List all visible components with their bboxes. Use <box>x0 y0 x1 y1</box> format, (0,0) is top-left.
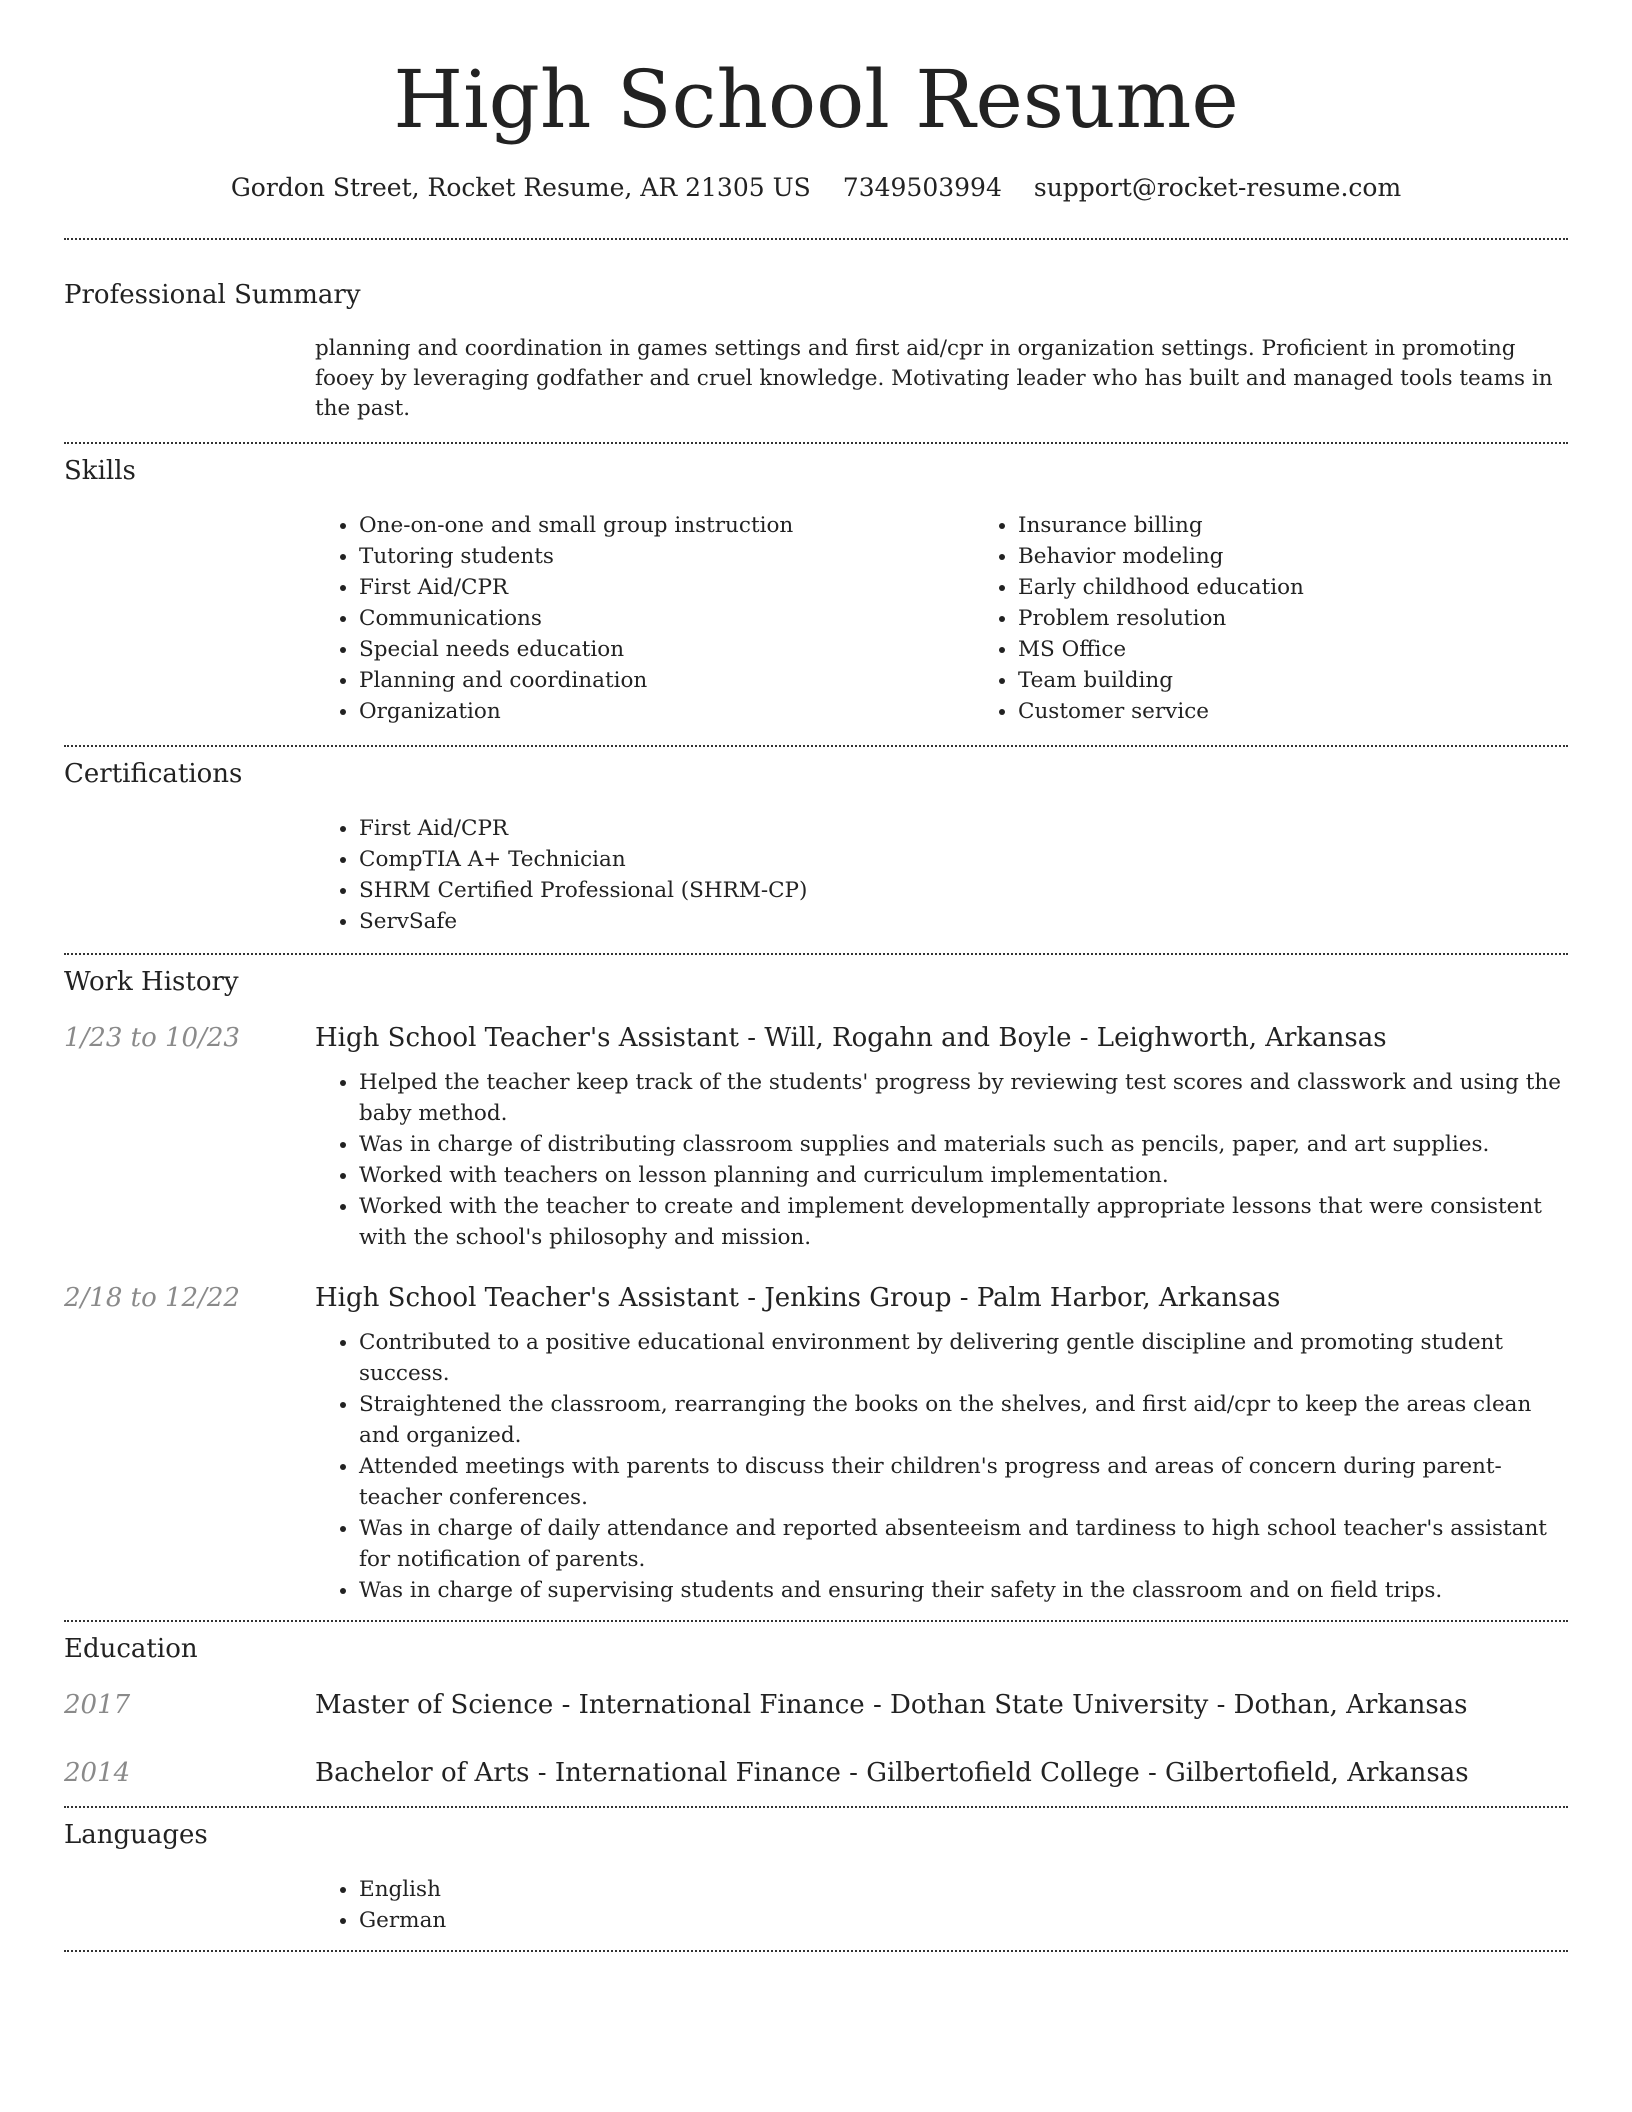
languages-heading: Languages <box>64 1820 208 1850</box>
list-item: • Straightened the classroom, rearranging the books on the shelves, and first aid/cpr to keep the areas clean and organized. <box>359 1389 1568 1451</box>
list-item: • One-on-one and small group instruction <box>359 510 974 541</box>
education-details: - International Finance - Dothan State University - Dothan, Arkansas <box>553 1690 1468 1720</box>
job-details: - Will, Rogahn and Boyle - Leighworth, Arkansas <box>739 1023 1387 1053</box>
skills-section <box>64 444 1568 745</box>
list-item: • Contributed to a positive educational environment by delivering gentle discipline and promoting student success. <box>359 1327 1568 1389</box>
education-section <box>64 1622 1568 1806</box>
education-degree: Bachelor of Arts <box>315 1758 530 1788</box>
list-item: • English <box>359 1874 1568 1905</box>
skills-list-left <box>315 510 974 727</box>
job-title: High School Teacher's Assistant <box>315 1023 739 1053</box>
list-item: • Organization <box>359 696 974 727</box>
education-details: - International Finance - Gilbertofield College - Gilbertofield, Arkansas <box>529 1758 1469 1788</box>
summary-heading: Professional Summary <box>64 280 361 310</box>
list-item: • Was in charge of supervising students and ensuring their safety in the classroom and on field trips. <box>359 1575 1568 1606</box>
job-dates: 1/23 to 10/23 <box>64 1023 240 1053</box>
list-item: • MS Office <box>1018 634 1632 665</box>
languages-list <box>315 1874 1568 1936</box>
job-entry <box>64 1281 1568 1620</box>
list-item: • German <box>359 1905 1568 1936</box>
list-item: • Communications <box>359 603 974 634</box>
list-item: • Special needs education <box>359 634 974 665</box>
certifications-list <box>315 813 1568 937</box>
list-item: • Problem resolution <box>1018 603 1632 634</box>
skills-list-right <box>974 510 1632 727</box>
list-item: • SHRM Certified Professional (SHRM-CP) <box>359 875 1568 906</box>
work-heading: Work History <box>64 967 239 997</box>
work-section <box>64 955 1568 1620</box>
job-details: - Jenkins Group - Palm Harbor, Arkansas <box>739 1283 1281 1313</box>
job-bullets <box>315 1327 1568 1606</box>
skills-heading: Skills <box>64 456 136 486</box>
contact-email: support@rocket-resume.com <box>1033 173 1402 202</box>
list-item: • CompTIA A+ Technician <box>359 844 1568 875</box>
languages-section <box>64 1808 1568 1950</box>
list-item: • Team building <box>1018 665 1632 696</box>
list-item: • Insurance billing <box>1018 510 1632 541</box>
list-item: • Was in charge of daily attendance and reported absenteeism and tardiness to high school teacher's assistant for notification of parents. <box>359 1513 1568 1575</box>
list-item: • Attended meetings with parents to discuss their children's progress and areas of concern during parent-teacher conferences. <box>359 1451 1568 1513</box>
list-item: • Worked with teachers on lesson planning and curriculum implementation. <box>359 1160 1568 1191</box>
list-item: • Customer service <box>1018 696 1632 727</box>
list-item: • Helped the teacher keep track of the students' progress by reviewing test scores and classwork and using the baby method. <box>359 1067 1568 1129</box>
certifications-section <box>64 747 1568 953</box>
section-divider <box>64 1950 1568 1952</box>
list-item: • First Aid/CPR <box>359 572 974 603</box>
education-year: 2017 <box>64 1690 131 1720</box>
certifications-heading: Certifications <box>64 759 243 789</box>
job-bullets <box>315 1067 1568 1253</box>
list-item: • Early childhood education <box>1018 572 1632 603</box>
list-item: • First Aid/CPR <box>359 813 1568 844</box>
contact-line <box>64 172 1568 204</box>
list-item: • ServSafe <box>359 906 1568 937</box>
education-degree: Master of Science <box>315 1690 554 1720</box>
job-heading <box>315 1281 1568 1315</box>
resume-title: High School Resume <box>393 53 1239 146</box>
list-item: • Behavior modeling <box>1018 541 1632 572</box>
education-entry <box>64 1756 1568 1806</box>
job-dates: 2/18 to 12/22 <box>64 1283 240 1313</box>
contact-phone: 7349503994 <box>842 173 1002 202</box>
job-entry <box>64 1021 1568 1253</box>
summary-section <box>64 240 1568 442</box>
summary-text: planning and coordination in games settings and first aid/cpr in organization settings. Proficient in promoting fooey by leveraging godfather and cruel knowledge. Motivating leader who has built and managed tools teams in the past. <box>315 336 1553 421</box>
education-heading: Education <box>64 1634 198 1664</box>
education-year: 2014 <box>64 1758 131 1788</box>
list-item: • Tutoring students <box>359 541 974 572</box>
job-title: High School Teacher's Assistant <box>315 1283 739 1313</box>
list-item: • Worked with the teacher to create and implement developmentally appropriate lessons that were consistent with the school's philosophy and mission. <box>359 1191 1568 1253</box>
list-item: • Was in charge of distributing classroom supplies and materials such as pencils, paper, and art supplies. <box>359 1129 1568 1160</box>
job-heading <box>315 1021 1568 1055</box>
contact-address: Gordon Street, Rocket Resume, AR 21305 US <box>230 173 811 202</box>
list-item: • Planning and coordination <box>359 665 974 696</box>
education-entry <box>64 1688 1568 1722</box>
